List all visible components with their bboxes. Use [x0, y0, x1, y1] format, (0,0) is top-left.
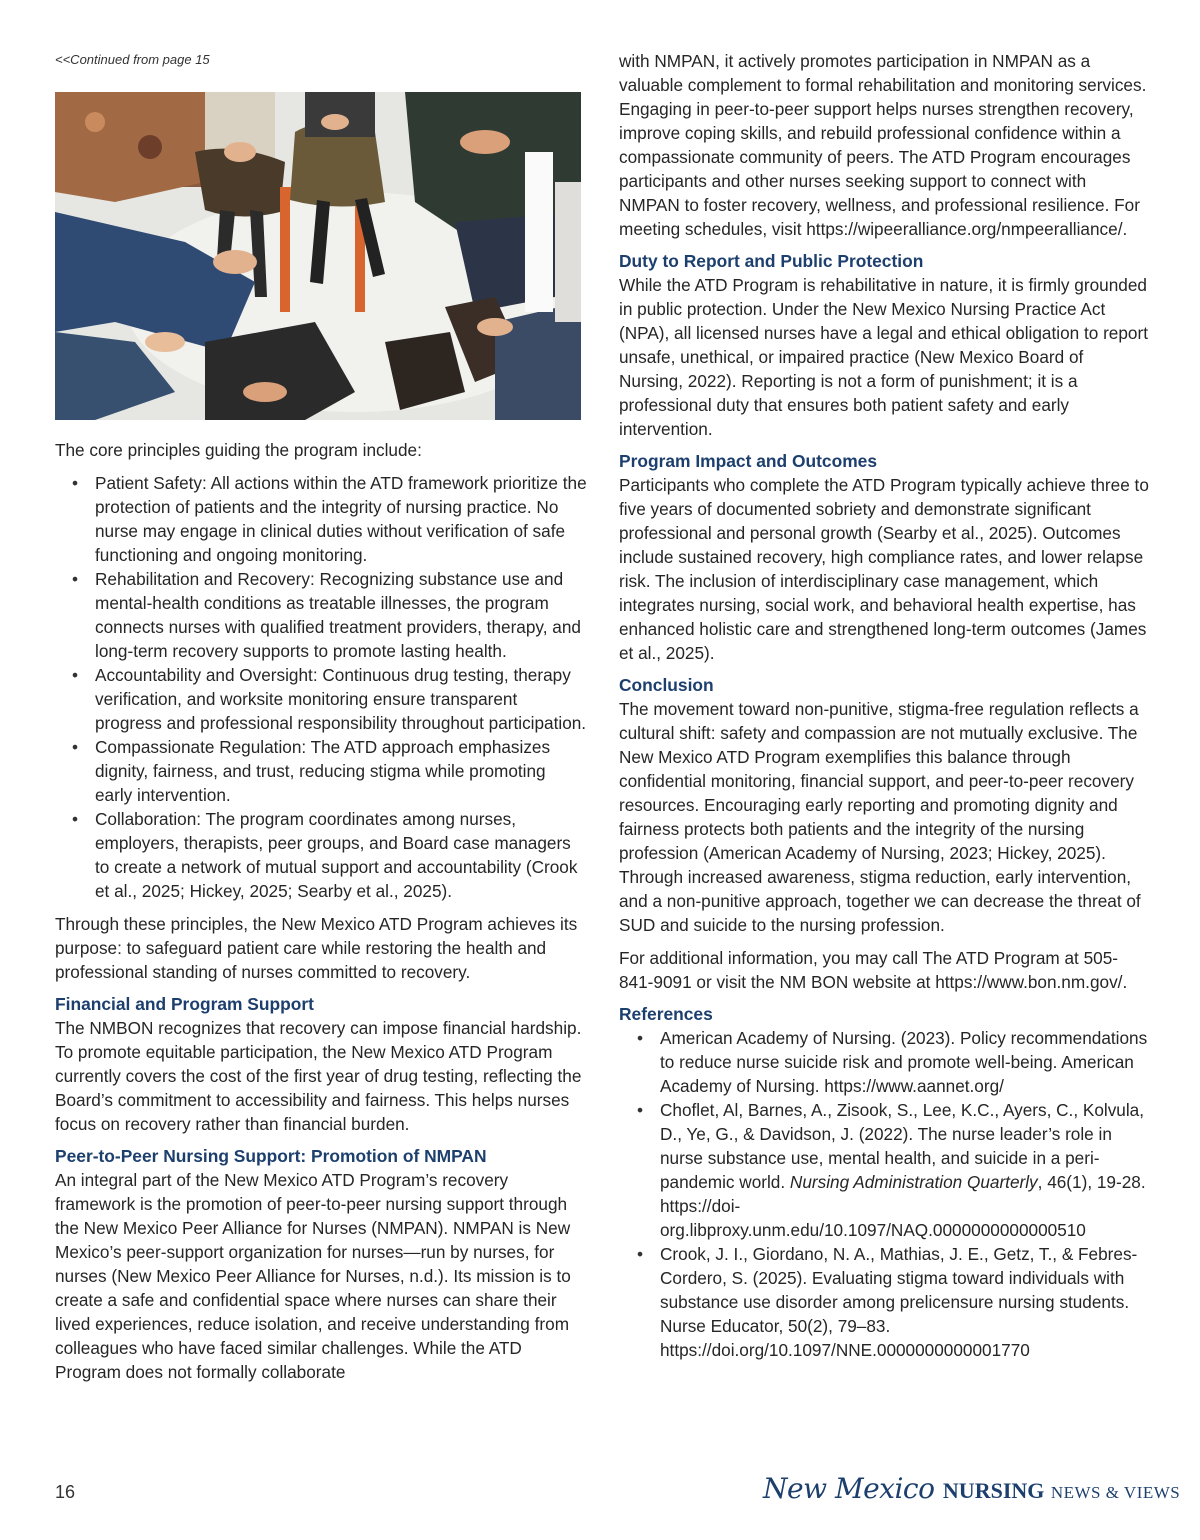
conclusion-heading: Conclusion [619, 675, 714, 695]
list-item: • Rehabilitation and Recovery: Recognizing substance use and mental-health conditions as treatable illnesses, the program connects nurses with qualified treatment providers, therapy, and long-term recovery supports to promote lasting health. [55, 567, 587, 663]
financial-support-heading: Financial and Program Support [55, 994, 314, 1014]
duty-to-report-body: While the ATD Program is rehabilitative in nature, it is firmly grounded in public protection. Under the New Mexico Nursing Practice Act (NPA), all licensed nurses have a legal and ethical obligation to report unsafe, unethical, or impaired practice (New Mexico Board of Nursing, 2022). Reporting is not a form of punishment; it is a professional duty that ensures both patient safety and early intervention. [619, 275, 1148, 439]
reference-journal: Nursing Administration Quarterly [789, 1172, 1038, 1192]
principles-intro: The core principles guiding the program include: [55, 440, 422, 460]
logo-news-text: NEWS & VIEWS [1050, 1483, 1181, 1502]
page-number: 16 [55, 1482, 76, 1502]
reference-text: Choflet, Al, Barnes, A., Zisook, S., Lee, K.C., Ayers, C., Kolvula, D., Ye, G., & Davidson, J. (2022). The nurse leader’s role in nurse substance use, mental health, and suicide in a peri-pandemic world. [660, 1100, 1145, 1192]
left-column [55, 438, 587, 1384]
reference-text: , 46(1), 19-28. https://doi-org.libproxy.unm.edu/10.1097/NAQ.0000000000000510 [660, 1172, 1146, 1240]
program-impact-heading: Program Impact and Outcomes [619, 451, 878, 471]
peer-support-body: An integral part of the New Mexico ATD Program’s recovery framework is the promotion of peer-to-peer nursing support through the New Mexico Peer Alliance for Nurses (NMPAN). NMPAN is New Mexico’s peer-support organization for nurses—run by nurses, for nurses (New Mexico Peer Alliance for Nurses, n.d.). Its mission is to create a safe and confidential space where nurses can share their lived experiences, reduce isolation, and receive understanding from colleagues who have faced similar challenges. While the ATD Program does not formally collaborate [55, 1170, 571, 1382]
reference-item [619, 1098, 1149, 1242]
list-item: • Compassionate Regulation: The ATD approach emphasizes dignity, fairness, and trust, reducing stigma while promoting early intervention. [55, 735, 587, 807]
peer-support-continued: with NMPAN, it actively promotes participation in NMPAN as a valuable complement to formal rehabilitation and monitoring services. Engaging in peer-to-peer support helps nurses strengthen recovery, improve coping skills, and rebuild professional confidence within a compassionate community of peers. The ATD Program encourages participants and other nurses seeking support to connect with NMPAN to foster recovery, wellness, and professional resilience. For meeting schedules, visit https://wipeeralliance.org/nmpeeralliance/. [619, 51, 1147, 239]
publication-logo [763, 1472, 1181, 1512]
list-item: • Patient Safety: All actions within the ATD framework prioritize the protection of patients and the integrity of nursing practice. No nurse may engage in clinical duties without verification of safe functioning and ongoing monitoring. [55, 471, 587, 567]
list-item: • Collaboration: The program coordinates among nurses, employers, therapists, peer groups, and Board case managers to create a network of mutual support and accountability (Crook et al., 2025; Hickey, 2025; Searby et al., 2025). [55, 807, 587, 903]
continued-from-note: <<Continued from page 15 [55, 52, 210, 67]
principles-summary: Through these principles, the New Mexico ATD Program achieves its purpose: to safeguard patient care while restoring the health and professional standing of nurses committed to recovery. [55, 914, 578, 982]
peer-support-heading: Peer-to-Peer Nursing Support: Promotion of NMPAN [55, 1146, 487, 1166]
program-impact-body: Participants who complete the ATD Program typically achieve three to five years of documented sobriety and demonstrate significant professional and personal growth (Searby et al., 2025). Outcomes include sustained recovery, high compliance rates, and lower relapse risk. The inclusion of interdisciplinary case management, which integrates nursing, social work, and behavioral health expertise, has enhanced holistic care and strengthened long-term outcomes (James et al., 2025). [619, 475, 1149, 663]
principles-list [55, 471, 587, 903]
references-list [619, 1026, 1149, 1362]
logo-nursing-text: NURSING [942, 1478, 1045, 1503]
reference-item: • Crook, J. I., Giordano, N. A., Mathias, J. E., Getz, T., & Febres-Cordero, S. (2025). Evaluating stigma toward individuals with substance use disorder among prelicensure nursing students. Nurse Educator, 50(2), 79–83. https://doi.org/10.1097/NNE.0000000000001770 [619, 1242, 1149, 1362]
conclusion-body: The movement toward non-punitive, stigma-free regulation reflects a cultural shift: safety and compassion are not mutually exclusive. The New Mexico ATD Program exemplifies this balance through confidential monitoring, financial support, and peer-to-peer recovery resources. Encouraging early reporting and promoting dignity and fairness protects both patients and the integrity of the nursing profession (American Academy of Nursing, 2023; Hickey, 2025). Through increased awareness, stigma reduction, early intervention, and a non-punitive approach, together we can decrease the threat of SUD and suicide to the nursing profession. [619, 699, 1141, 935]
contact-info: For additional information, you may call The ATD Program at 505-841-9091 or visit the NM BON website at https://www.bon.nm.gov/. [619, 948, 1128, 992]
reference-item: • American Academy of Nursing. (2023). Policy recommendations to reduce nurse suicide risk and promote well-being. American Academy of Nursing. https://www.aannet.org/ [619, 1026, 1149, 1098]
list-item: • Accountability and Oversight: Continuous drug testing, therapy verification, and worksite monitoring ensure transparent progress and professional responsibility throughout participation. [55, 663, 587, 735]
support-group-photo [55, 92, 581, 420]
right-column [619, 49, 1149, 1362]
logo-script-text: New Mexico [763, 1472, 935, 1505]
financial-support-body: The NMBON recognizes that recovery can impose financial hardship. To promote equitable participation, the New Mexico ATD Program currently covers the cost of the first year of drug testing, reflecting the Board’s commitment to accessibility and fairness. This helps nurses focus on recovery rather than financial burden. [55, 1018, 582, 1134]
duty-to-report-heading: Duty to Report and Public Protection [619, 251, 924, 271]
references-heading: References [619, 1004, 713, 1024]
